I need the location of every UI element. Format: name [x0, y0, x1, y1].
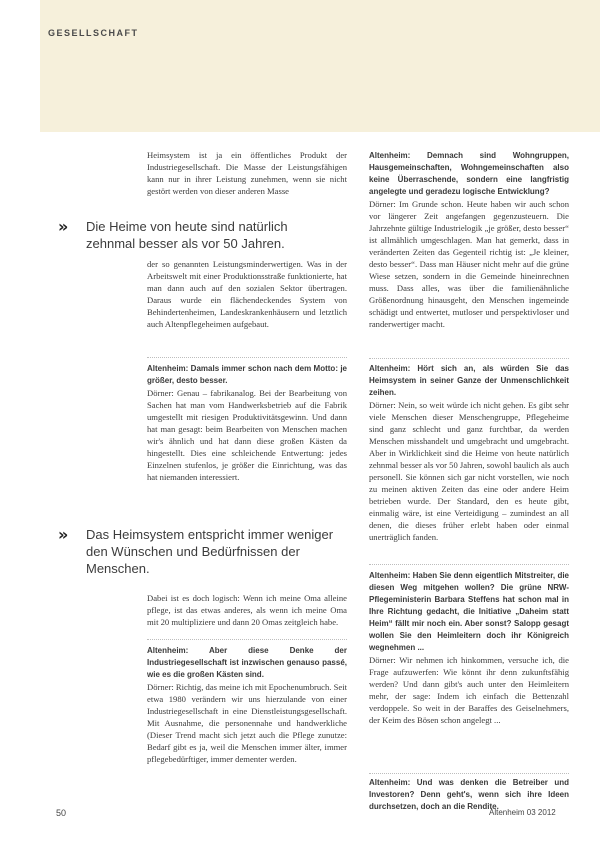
pull-quote-2-mark: » — [58, 525, 66, 544]
journal-footer: Altenheim 03 2012 — [489, 808, 556, 817]
right-interview-2 — [369, 363, 569, 543]
left-rule-1 — [147, 357, 347, 358]
left-rule-2 — [147, 639, 347, 640]
right-question-4: Altenheim: Und was denken die Betreiber und Investoren? Denn geht's, wenn sich ihre Ideen durchsetzen, doch an die Rendite. — [369, 778, 569, 811]
left-paragraph-1-text: Heimsystem ist ja ein öffentliches Produkt der Industriegesellschaft. Die Masse der Leistungsfähigen kann nur in ihrer Leistung zunehmen, wenn sie nicht gestört werden von dieser anderen Masse — [147, 150, 347, 196]
right-question-1: Altenheim: Demnach sind Wohngruppen, Hausgemeinschaften, Wohngemeinschaften also keine Überraschende, sondern eine langfristig angelegte und geradezu logische Entwicklung? — [369, 151, 569, 196]
section-label: GESELLSCHAFT — [48, 28, 139, 38]
left-paragraph-3 — [147, 592, 347, 628]
pull-quote-1-mark: » — [58, 217, 66, 236]
left-interview-2 — [147, 645, 347, 765]
left-question-2: Altenheim: Aber diese Denke der Industriegesellschaft ist inzwischen genauso passé, wie es die großen Kästen sind. — [147, 646, 347, 679]
left-paragraph-3-text: Dabei ist es doch logisch: Wenn ich meine Oma alleine pflege, ist das etwas anderes, als wenn ich meine Oma mit 20 multipliziere und dann 20 Omas zeitgleich habe. — [147, 593, 347, 627]
left-answer-1: Dörner: Genau – fabrikanalog. Bei der Bearbeitung von Sachen hat man vom Handwerksbetrieb auf die Fabrik umgestellt mit riesigen Produktivitätsgewinn. Und dann hat man gesagt: beim Bearbeiten von Menschen machen wir's ähnlich und hat dann diese großen Kästen da hingestellt. Dies eine schleichende Entwertung: jedes Einzelnen stufenlos, je größer die Einrichtung, was das hat niemanden interessiert. — [147, 388, 347, 482]
left-paragraph-2 — [147, 258, 347, 330]
page-number: 50 — [56, 808, 67, 818]
right-answer-3: Dörner: Wir nehmen ich hinkommen, versuche ich, die Frage aufzuwerfen: Wie könnt ihr denn zukunftsfähig werden? Und dann gibt's auch unter den Heimleitern mehr, der sage: Indem ich einfach die Bettenzahl verdoppele. So weit in der Baraffes des Geiselnehmers, der Keim des Bösen schon angelegt ... — [369, 655, 569, 725]
right-rule-1 — [369, 358, 569, 359]
right-interview-1 — [369, 150, 569, 330]
right-interview-3 — [369, 570, 569, 726]
right-question-3: Altenheim: Haben Sie denn eigentlich Mitstreiter, die diesen Weg mitgehen wollen? Die grüne NRW-Pflegeministerin Barbara Steffens hat schon mal in Ihre Richtung gedacht, die Initiative „Daheim statt Heim“ fällt mir noch ein. Aber sonst? Salopp gesagt wollen Sie den Heimleitern doch ihr Königreich wegnehmen ... — [369, 571, 569, 652]
right-answer-2: Dörner: Nein, so weit würde ich nicht gehen. Es gibt sehr viele Menschen dieser Menschengruppe, Pflegeheime sind ganz schlecht und ganz furchtbar, da werden Menschen misshandelt und umgebracht und umgebracht. Aber in Wirklichkeit sind die Heime von heute natürlich zehnmal besser als vor 50 Jahren, sowohl baulich als auch personell. Sie können sich gar nicht vorstellen, wie noch zu meinen aktiven Zeiten das eine oder andere Heim betrieben wurde. Der Standard, den es heute gibt, einmalig wäre, ist eine Verteidigung – zumindest an all denen, die dieses früher erlebt haben oder einmal unerträglich fanden. — [369, 400, 569, 542]
right-answer-1: Dörner: Im Grunde schon. Heute haben wir auch schon vor längerer Zeit angefangen gegenzusteuern. Die Jahrzehnte gültige Industrielogik „je größer, desto besser“ ist allmählich umgeschlagen. Man hat gemerkt, dass in veränderten Zeiten das Gegenteil richtig ist: „Je kleiner, desto besser“. Dass man Häuser nicht mehr auf die grüne Wiese setzen, sondern in die Gemeinde hineinrechnen muss. Dass alles, was über die familienähnliche Größenordnung hinausgeht, den Menschen ingemeinde schädigt und entwertet, mutloser und perspektivloser und randerwertiger macht. — [369, 199, 569, 329]
pull-quote-1: Die Heime von heute sind natürlich zehnmal besser als vor 50 Jahren. — [86, 219, 288, 251]
right-question-2: Altenheim: Hört sich an, als würden Sie das Heimsystem in seiner Ganze der Unmenschlichkeit zeihen. — [369, 364, 569, 397]
left-paragraph-2-text: der so genannten Leistungsminderwertigen. Was in der Arbeitswelt mit einer Produktionsstraße funktionierte, hat man dann auch auf den sozialen Sektor übertragen. Daraus wurde ein flächendeckendes System von Behindertenheimen, Landeskrankenhäusern und letztlich auch Altenpflegeheimen aufgebaut. — [147, 259, 347, 329]
left-question-1: Altenheim: Damals immer schon nach dem Motto: je größer, desto besser. — [147, 364, 347, 385]
right-rule-2 — [369, 564, 569, 565]
right-rule-3 — [369, 773, 569, 774]
left-answer-2: Dörner: Richtig, das meine ich mit Epochenumbruch. Seit etwa 1980 verändern wir uns hierzulande von einer Industriegesellschaft in eine Dienstleistungsgesellschaft. Mit Ausnahme, die personennahe und handwerkliche (Dieser Trend macht sich jetzt auch die Pflege zunutze: Bedarf gibt es ja, weil die Menschen immer älter, immer pflegebedürftiger, immer dementer werden. — [147, 682, 347, 764]
header-band — [40, 0, 600, 132]
left-interview-1 — [147, 363, 347, 483]
pull-quote-2: Das Heimsystem entspricht immer weniger den Wünschen und Bedürfnissen der Menschen. — [86, 527, 334, 576]
left-paragraph-1 — [147, 149, 347, 197]
